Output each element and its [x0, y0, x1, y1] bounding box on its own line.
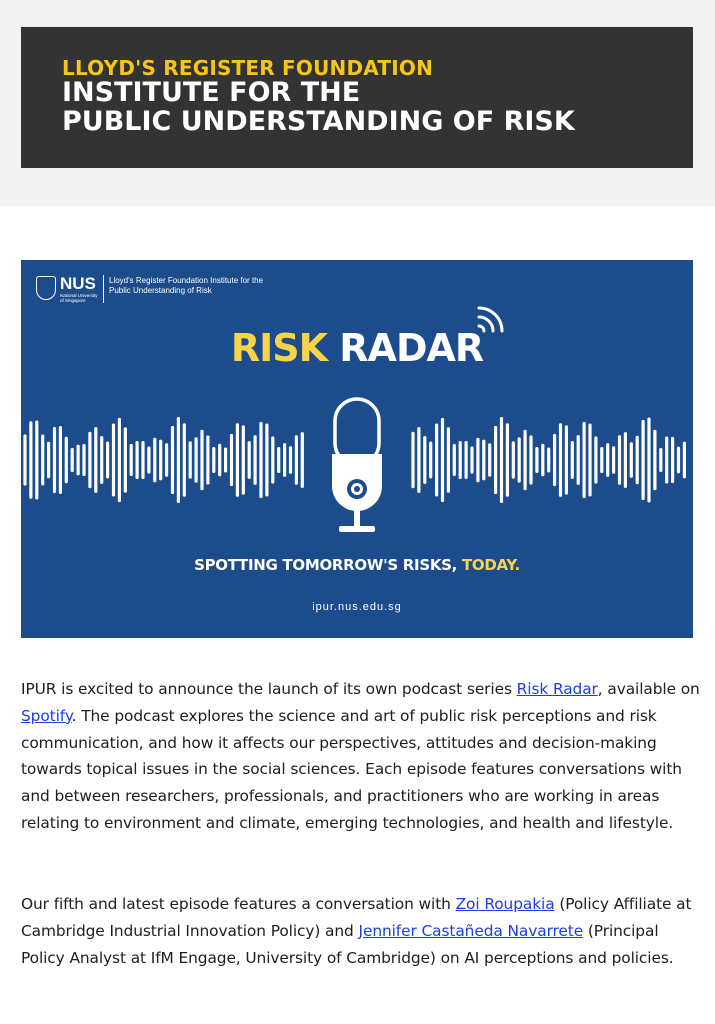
header-title — [62, 78, 575, 136]
podcast-title-word2: RADAR — [327, 326, 484, 370]
episode-paragraph — [21, 891, 701, 971]
para1-text-middle: , available on — [597, 680, 700, 698]
header-org-name: LLOYD'S REGISTER FOUNDATION — [62, 56, 434, 80]
podcast-title — [21, 326, 693, 370]
nus-logo-text: NUS — [60, 274, 96, 293]
sound-wave-right-icon — [413, 419, 684, 502]
microphone-icon — [332, 399, 382, 532]
para1-text-end: . The podcast explores the science and art of public risk perceptions and risk communication, and how it affects our perspectives, attitudes and decision-making towards topical issues in the social sciences. Each episode features conversations with and between researchers, professionals, and practitioners who are working in areas relating to environment and climate, emerging technologies, and health and lifestyle. — [21, 706, 682, 832]
zoi-roupakia-link[interactable]: Zoi Roupakia — [455, 895, 555, 913]
logo-org-text: Lloyd's Register Foundation Institute for the Public Understanding of Risk — [109, 276, 264, 295]
banner-url: ipur.nus.edu.sg — [312, 601, 402, 613]
jennifer-castaneda-navarrete-link[interactable]: Jennifer Castañeda Navarrete — [358, 921, 584, 940]
spotify-link[interactable]: Spotify — [21, 706, 72, 725]
banner-graphics — [21, 260, 693, 638]
sound-wave-left-icon — [25, 419, 302, 502]
risk-radar-link[interactable]: Risk Radar — [516, 680, 598, 698]
podcast-banner-image — [21, 260, 693, 638]
header-title-line2: PUBLIC UNDERSTANDING OF RISK — [62, 106, 575, 137]
podcast-tagline — [21, 556, 693, 574]
para2-text-end: (Principal Policy Analyst at IfM Engage, University of Cambridge) on AI perceptions and policies. — [21, 921, 674, 967]
header-title-line1: INSTITUTE FOR THE — [62, 77, 361, 108]
para2-text-start: Our fifth and latest episode features a conversation with — [21, 895, 456, 913]
intro-paragraph — [21, 676, 701, 837]
para1-text-start: IPUR is excited to announce the launch of its own podcast series — [21, 680, 517, 698]
para2-text-middle: (Policy Affiliate at Cambridge Industrial Innovation Policy) and — [21, 895, 692, 940]
nus-logo-subtext: National University of Singapore — [60, 293, 98, 303]
tagline-main: SPOTTING TOMORROW'S RISKS, — [194, 556, 462, 574]
podcast-title-word1: RISK — [230, 326, 328, 370]
tagline-highlight: TODAY. — [462, 556, 520, 574]
